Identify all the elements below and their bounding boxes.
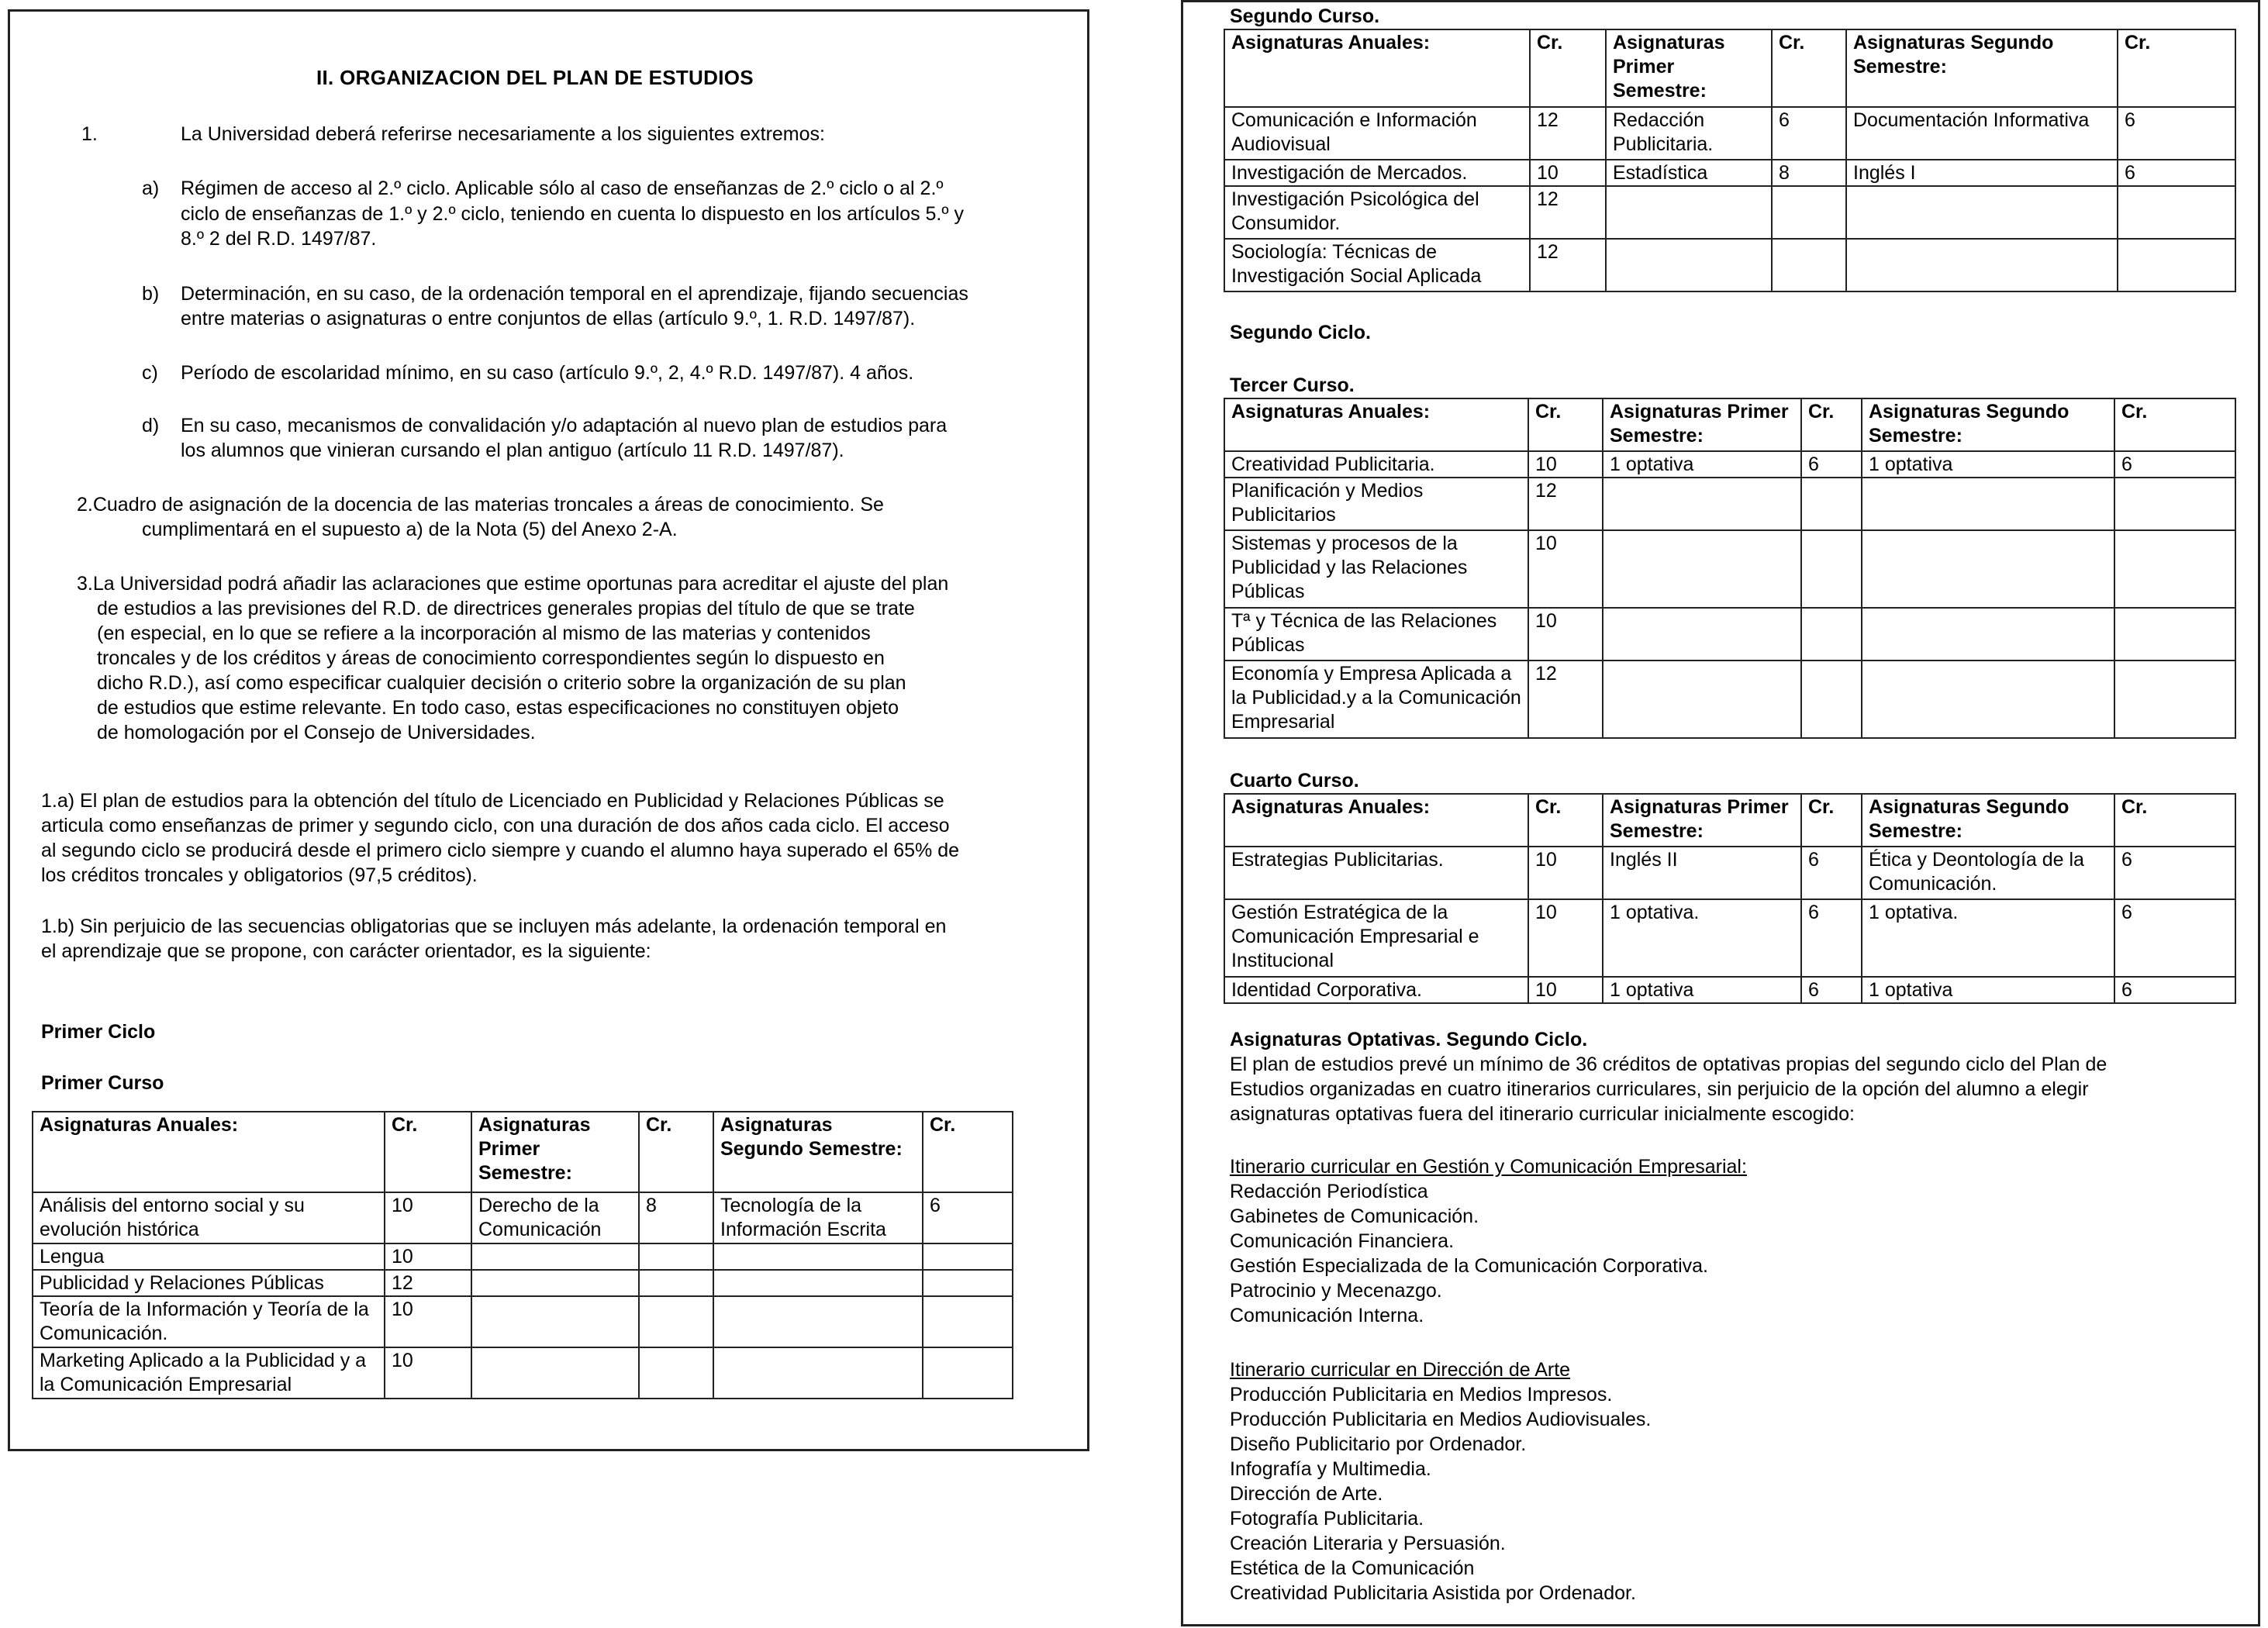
item-3-line: dicho R.D.), así como especificar cualquier decisión o criterio sobre la organización de su plan: [97, 672, 906, 694]
sub-a-line: 8.º 2 del R.D. 1497/87.: [181, 228, 377, 250]
itinerario-arte-item: Producción Publicitaria en Medios Audiovisuales.: [1230, 1409, 1652, 1430]
table-header-cell: Asignaturas Anuales:: [1224, 794, 1528, 847]
table-cell: [1862, 530, 2114, 608]
table-cell: 6: [1801, 899, 1862, 977]
table-cell: Publicidad y Relaciones Públicas: [33, 1270, 385, 1296]
table-cell: [639, 1270, 713, 1296]
table-cell: [2118, 186, 2235, 239]
table-cell: [923, 1296, 1013, 1347]
itinerario-arte-item: Fotografía Publicitaria.: [1230, 1508, 1424, 1530]
table-cell: Sociología: Técnicas de Investigación Social Aplicada: [1224, 239, 1530, 291]
table-cell: [713, 1270, 923, 1296]
table-header-cell: Cr.: [1530, 29, 1606, 107]
itinerario-gestion-item: Comunicación Interna.: [1230, 1305, 1424, 1326]
primer-curso-heading: Primer Curso: [41, 1072, 164, 1094]
table-cell: [2118, 239, 2235, 291]
table-cell: 6: [2114, 847, 2235, 899]
para-1a-line: los créditos troncales y obligatorios (97,5 créditos).: [41, 864, 478, 886]
table-header-cell: Cr.: [1528, 794, 1603, 847]
table-cell: [1862, 608, 2114, 661]
table-cell: [1846, 239, 2118, 291]
para-1b-line: 1.b) Sin perjuicio de las secuencias obligatorias que se incluyen más adelante, la ordenación temporal en: [41, 916, 947, 937]
cuarto-curso-table: [1224, 793, 2236, 1004]
table-cell: [713, 1243, 923, 1270]
table-cell: 12: [1530, 107, 1606, 160]
table-cell: 6: [2118, 107, 2235, 160]
table-cell: Análisis del entorno social y su evolución histórica: [33, 1192, 385, 1243]
table-cell: [713, 1347, 923, 1399]
itinerario-arte-item: Producción Publicitaria en Medios Impresos.: [1230, 1384, 1613, 1406]
table-cell: Estrategias Publicitarias.: [1224, 847, 1528, 899]
table-cell: [639, 1296, 713, 1347]
table-header-cell: Cr.: [1528, 398, 1603, 451]
table-header-cell: Cr.: [1772, 29, 1846, 107]
tercer-curso-heading: Tercer Curso.: [1230, 374, 1355, 396]
table-cell: 1 optativa: [1862, 977, 2114, 1003]
table-cell: [471, 1347, 639, 1399]
item-3-line: 3.La Universidad podrá añadir las aclaraciones que estime oportunas para acreditar el ajuste del plan: [77, 573, 949, 595]
table-cell: [639, 1243, 713, 1270]
table-cell: Investigación de Mercados.: [1224, 160, 1530, 186]
table-cell: 10: [1528, 847, 1603, 899]
table-cell: Investigación Psicológica del Consumidor.: [1224, 186, 1530, 239]
table-cell: [2114, 478, 2235, 530]
itinerario-arte-item: Creatividad Publicitaria Asistida por Ordenador.: [1230, 1582, 1636, 1604]
table-cell: [1603, 530, 1801, 608]
table-header-cell: Asignaturas Anuales:: [1224, 29, 1530, 107]
table-cell: 10: [385, 1296, 471, 1347]
sub-d-line: En su caso, mecanismos de convalidación y/o adaptación al nuevo plan de estudios para: [181, 415, 948, 436]
table-header-cell: Asignaturas Segundo Semestre:: [713, 1112, 923, 1192]
table-cell: [1846, 186, 2118, 239]
itinerario-arte-item: Infografía y Multimedia.: [1230, 1458, 1431, 1480]
table-cell: [1801, 530, 1862, 608]
segundo-ciclo-heading: Segundo Ciclo.: [1230, 322, 1371, 343]
table-header-cell: Cr.: [1801, 398, 1862, 451]
table-cell: Sistemas y procesos de la Publicidad y las Relaciones Públicas: [1224, 530, 1528, 608]
table-cell: [923, 1270, 1013, 1296]
sub-b-label: b): [142, 283, 160, 305]
para-1a-line: 1.a) El plan de estudios para la obtención del título de Licenciado en Publicidad y Relaciones Públicas se: [41, 790, 944, 812]
table-cell: [1862, 478, 2114, 530]
table-cell: Redacción Publicitaria.: [1606, 107, 1772, 160]
table-cell: 12: [1530, 239, 1606, 291]
table-cell: 10: [1528, 530, 1603, 608]
table-cell: [1603, 661, 1801, 738]
itinerario-arte-item: Creación Literaria y Persuasión.: [1230, 1533, 1506, 1554]
table-header-cell: Cr.: [385, 1112, 471, 1192]
table-header-cell: Cr.: [923, 1112, 1013, 1192]
segundo-curso-heading: Segundo Curso.: [1230, 5, 1380, 27]
cuarto-curso-heading: Cuarto Curso.: [1230, 770, 1359, 792]
table-cell: 1 optativa.: [1862, 899, 2114, 977]
table-cell: 1 optativa: [1862, 451, 2114, 478]
table-cell: 6: [1801, 977, 1862, 1003]
item-3-line: troncales y de los créditos y áreas de conocimiento correspondientes según lo dispuesto en: [97, 647, 885, 669]
table-header-cell: Cr.: [639, 1112, 713, 1192]
item-3-line: (en especial, en lo que se refiere a la incorporación al mismo de las materias y contenidos: [97, 623, 871, 644]
table-cell: 10: [385, 1192, 471, 1243]
table-cell: 8: [639, 1192, 713, 1243]
table-cell: [1862, 661, 2114, 738]
item-2-line: 2.Cuadro de asignación de la docencia de las materias troncales a áreas de conocimiento. Se: [77, 494, 884, 516]
segundo-curso-table: [1224, 29, 2236, 292]
optativas-text-line: asignaturas optativas fuera del itinerario curricular inicialmente escogido:: [1230, 1103, 1855, 1125]
table-cell: Creatividad Publicitaria.: [1224, 451, 1528, 478]
right-page: [1181, 0, 2260, 1626]
table-cell: Gestión Estratégica de la Comunicación Empresarial e Institucional: [1224, 899, 1528, 977]
sub-d-label: d): [142, 415, 160, 436]
itinerario-gestion-item: Comunicación Financiera.: [1230, 1230, 1455, 1252]
table-header-cell: Asignaturas Anuales:: [1224, 398, 1528, 451]
itinerario-gestion-item: Patrocinio y Mecenazgo.: [1230, 1280, 1442, 1302]
para-1a-line: al segundo ciclo se producirá desde el primero ciclo siempre y cuando el alumno haya superado el 65% de: [41, 840, 960, 861]
table-cell: 10: [385, 1243, 471, 1270]
table-header-cell: Cr.: [2118, 29, 2235, 107]
table-cell: 10: [1530, 160, 1606, 186]
itinerario-arte-item: Estética de la Comunicación: [1230, 1557, 1475, 1579]
table-cell: 6: [1801, 451, 1862, 478]
itinerario-arte-item: Dirección de Arte.: [1230, 1483, 1383, 1505]
table-header-cell: Asignaturas Segundo Semestre:: [1862, 398, 2114, 451]
tercer-curso-table: [1224, 398, 2236, 739]
itinerario-arte-title: Itinerario curricular en Dirección de Arte: [1230, 1359, 1571, 1381]
table-cell: Lengua: [33, 1243, 385, 1270]
table-cell: 12: [1530, 186, 1606, 239]
table-cell: Tecnología de la Información Escrita: [713, 1192, 923, 1243]
table-cell: [639, 1347, 713, 1399]
table-cell: 12: [1528, 478, 1603, 530]
table-cell: Marketing Aplicado a la Publicidad y a la Comunicación Empresarial: [33, 1347, 385, 1399]
table-cell: 10: [1528, 451, 1603, 478]
table-cell: Ética y Deontología de la Comunicación.: [1862, 847, 2114, 899]
sub-c-label: c): [142, 362, 158, 384]
left-page: [8, 9, 1089, 1451]
item-1-number: 1.: [81, 123, 98, 145]
item-2-line: cumplimentará en el supuesto a) de la Nota (5) del Anexo 2-A.: [142, 519, 678, 540]
table-cell: [2114, 530, 2235, 608]
table-cell: 1 optativa: [1603, 977, 1801, 1003]
table-cell: [1606, 186, 1772, 239]
section-heading: II. ORGANIZACION DEL PLAN DE ESTUDIOS: [316, 66, 754, 89]
table-header-cell: Cr.: [1801, 794, 1862, 847]
table-cell: Inglés I: [1846, 160, 2118, 186]
sub-b-line: entre materias o asignaturas o entre conjuntos de ellas (artículo 9.º, 1. R.D. 1497/87).: [181, 308, 916, 329]
para-1a-line: articula como enseñanzas de primer y segundo ciclo, con una duración de dos años cada ciclo. El acceso: [41, 815, 950, 836]
table-cell: 12: [1528, 661, 1603, 738]
itinerario-gestion-item: Gestión Especializada de la Comunicación Corporativa.: [1230, 1255, 1708, 1277]
table-cell: 10: [1528, 608, 1603, 661]
table-header-cell: Asignaturas Primer Semestre:: [1603, 794, 1801, 847]
item-3-line: de homologación por el Consejo de Universidades.: [97, 722, 536, 743]
table-cell: 6: [1801, 847, 1862, 899]
table-cell: [923, 1243, 1013, 1270]
table-cell: [2114, 608, 2235, 661]
table-header-cell: Asignaturas Primer Semestre:: [1603, 398, 1801, 451]
table-cell: 12: [385, 1270, 471, 1296]
table-cell: Economía y Empresa Aplicada a la Publicidad.y a la Comunicación Empresarial: [1224, 661, 1528, 738]
table-cell: 10: [1528, 899, 1603, 977]
optativas-text-line: Estudios organizadas en cuatro itinerarios curriculares, sin perjuicio de la opción del alumno a elegir: [1230, 1078, 2089, 1100]
table-cell: Teoría de la Información y Teoría de la Comunicación.: [33, 1296, 385, 1347]
table-cell: 6: [2118, 160, 2235, 186]
table-cell: [471, 1243, 639, 1270]
table-cell: Tª y Técnica de las Relaciones Públicas: [1224, 608, 1528, 661]
table-header-cell: Cr.: [2114, 398, 2235, 451]
sub-a-line: ciclo de enseñanzas de 1.º y 2.º ciclo, teniendo en cuenta lo dispuesto en los artículos 5.º y: [181, 203, 964, 225]
table-cell: 6: [923, 1192, 1013, 1243]
table-cell: 6: [2114, 977, 2235, 1003]
itinerario-gestion-title: Itinerario curricular en Gestión y Comunicación Empresarial:: [1230, 1156, 1747, 1178]
table-cell: [713, 1296, 923, 1347]
table-cell: [1801, 478, 1862, 530]
table-header-cell: Asignaturas Segundo Semestre:: [1846, 29, 2118, 107]
item-3-line: de estudios que estime relevante. En todo caso, estas especificaciones no constituyen objeto: [97, 697, 899, 719]
table-cell: Comunicación e Información Audiovisual: [1224, 107, 1530, 160]
table-cell: [1603, 478, 1801, 530]
table-header-cell: Asignaturas Anuales:: [33, 1112, 385, 1192]
table-cell: Planificación y Medios Publicitarios: [1224, 478, 1528, 530]
sub-b-line: Determinación, en su caso, de la ordenación temporal en el aprendizaje, fijando secuencias: [181, 283, 968, 305]
table-cell: Documentación Informativa: [1846, 107, 2118, 160]
itinerario-gestion-item: Gabinetes de Comunicación.: [1230, 1205, 1479, 1227]
optativas-heading: Asignaturas Optativas. Segundo Ciclo.: [1230, 1029, 1588, 1050]
table-cell: 8: [1772, 160, 1846, 186]
table-cell: 1 optativa: [1603, 451, 1801, 478]
table-cell: 10: [385, 1347, 471, 1399]
itinerario-gestion-item: Redacción Periodística: [1230, 1181, 1428, 1202]
table-cell: [1606, 239, 1772, 291]
table-cell: [1603, 608, 1801, 661]
table-cell: Identidad Corporativa.: [1224, 977, 1528, 1003]
sub-a-line: Régimen de acceso al 2.º ciclo. Aplicable sólo al caso de enseñanzas de 2.º ciclo o al 2.º: [181, 178, 944, 199]
table-cell: [1801, 661, 1862, 738]
itinerario-arte-item: Diseño Publicitario por Ordenador.: [1230, 1433, 1527, 1455]
table-header-cell: Asignaturas Segundo Semestre:: [1862, 794, 2114, 847]
primer-curso-table: [32, 1111, 1013, 1399]
table-cell: [923, 1347, 1013, 1399]
table-cell: [1801, 608, 1862, 661]
table-header-cell: Asignaturas Primer Semestre:: [471, 1112, 639, 1192]
table-cell: Derecho de la Comunicación: [471, 1192, 639, 1243]
table-cell: 10: [1528, 977, 1603, 1003]
table-header-cell: Cr.: [2114, 794, 2235, 847]
table-cell: [1772, 186, 1846, 239]
sub-a-label: a): [142, 178, 160, 199]
item-1-text: La Universidad deberá referirse necesariamente a los siguientes extremos:: [181, 123, 825, 145]
table-cell: Estadística: [1606, 160, 1772, 186]
table-cell: [471, 1270, 639, 1296]
table-cell: [471, 1296, 639, 1347]
table-cell: 1 optativa.: [1603, 899, 1801, 977]
sub-c-line: Período de escolaridad mínimo, en su caso (artículo 9.º, 2, 4.º R.D. 1497/87). 4 años.: [181, 362, 914, 384]
table-header-cell: Asignaturas Primer Semestre:: [1606, 29, 1772, 107]
optativas-text-line: El plan de estudios prevé un mínimo de 36 créditos de optativas propias del segundo ciclo del Plan de: [1230, 1054, 2107, 1075]
para-1b-line: el aprendizaje que se propone, con carácter orientador, es la siguiente:: [41, 940, 651, 962]
sub-d-line: los alumnos que vinieran cursando el plan antiguo (artículo 11 R.D. 1497/87).: [181, 440, 844, 461]
table-cell: Inglés II: [1603, 847, 1801, 899]
table-cell: [2114, 661, 2235, 738]
item-3-line: de estudios a las previsiones del R.D. de directrices generales propias del título de que se trate: [97, 598, 915, 619]
primer-ciclo-heading: Primer Ciclo: [41, 1021, 156, 1043]
table-cell: 6: [1772, 107, 1846, 160]
table-cell: 6: [2114, 899, 2235, 977]
table-cell: 6: [2114, 451, 2235, 478]
table-cell: [1772, 239, 1846, 291]
